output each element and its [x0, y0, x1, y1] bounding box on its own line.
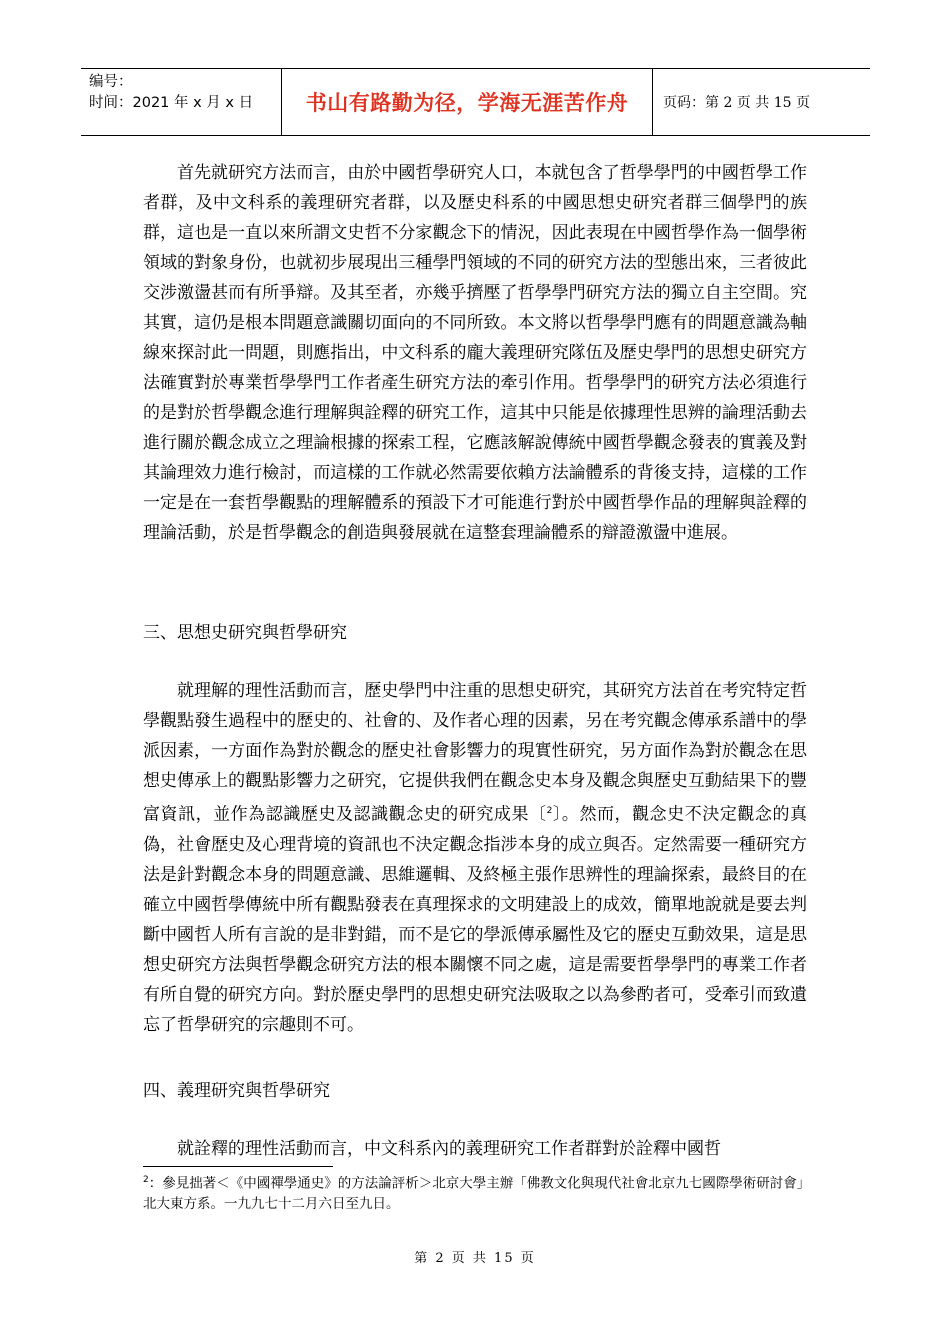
- header-motto: 书山有路勤为径，学海无涯苦作舟: [281, 69, 653, 135]
- document-date-label: 时间：2021 年 x 月 x 日: [89, 95, 254, 111]
- footnote-text: ：參見拙著＜《中國禪學通史》的方法論評析＞北京大學主辦「佛教文化與現代社會北京九七國際學術研討會」北大東方系。一九九七十二月六日至九日。: [143, 1175, 804, 1212]
- footnote-mark: 2: [143, 1175, 149, 1185]
- page-footer: 第 2 页 共 15 页: [414, 1251, 536, 1266]
- footnote-reference[interactable]: 2: [546, 806, 553, 816]
- header-meta-cell: [81, 69, 281, 135]
- page-header-table: [81, 68, 870, 136]
- section-heading-4: 四、義理研究與哲學研究: [143, 1081, 330, 1101]
- footnote: [143, 1170, 807, 1214]
- section-heading-3: 三、思想史研究與哲學研究: [143, 623, 347, 643]
- footnote-separator: [143, 1166, 333, 1167]
- paragraph-text-part-2: 〕。然而，觀念史不決定觀念的真偽，社會歷史及心理背境的資訊也不決定觀念指涉本身的成立與否。定然需要一種研究方法是針對觀念本身的問題意識、思維邏輯、及終極主張作思辨性的理論探索，最終目的在確立中國哲學傳統中所有觀點發表在真理探求的文明建設上的成效，簡單地說就是要去判斷中國哲人所有言說的是非對錯，而不是它的學派傳承屬性及它的歷史互動效果，這是思想史研究方法與哲學觀念研究方法的根本關懷不同之處，這是需要哲學學門的專業工作者有所自覺的研究方向。對於歷史學門的思想史研究法吸取之以為參酌者可，受牽引而致遺忘了哲學研究的宗趣則不可。: [143, 804, 808, 1035]
- paragraph-exegesis: 就詮釋的理性活動而言，中文科系內的義理研究工作者群對於詮釋中國哲: [177, 1139, 721, 1159]
- paragraph-intellectual-history: [143, 676, 807, 1040]
- document-number-label: 编号：: [89, 74, 133, 90]
- paragraph-method: 首先就研究方法而言，由於中國哲學研究人口，本就包含了哲學學門的中國哲學工作者群，及中文科系的義理研究者群，以及歷史科系的中國思想史研究者群三個學門的族群，這也是一直以來所謂文史哲不分家觀念下的情況，因此表現在中國哲學作為一個學術領域的對象身份，也就初步展現出三種學門領域的不同的研究方法的型態出來，三者彼此交涉激盪甚而有所爭辯。及其至者，亦幾乎擠壓了哲學學門研究方法的獨立自主空間。究其實，這仍是根本問題意識關切面向的不同所致。本文將以哲學學門應有的問題意識為軸線來探討此一問題，則應指出，中文科系的龐大義理研究隊伍及歷史學門的思想史研究方法確實對於專業哲學學門工作者產生研究方法的牽引作用。哲學學門的研究方法必須進行的是對於哲學觀念進行理解與詮釋的研究工作，這其中只能是依據理性思辨的論理活動去進行關於觀念成立之理論根據的探索工程，它應該解說傳統中國哲學觀念發表的實義及對其論理效力進行檢討，而這樣的工作就必然需要依賴方法論體系的背後支持，這樣的工作一定是在一套哲學觀點的理解體系的預設下才可能進行對於中國哲學作品的理解與詮釋的理論活動，於是哲學觀念的創造與發展就在這整套理論體系的辯證激盪中進展。: [143, 163, 807, 543]
- paragraph-text-part-1: 就理解的理性活動而言，歷史學門中注重的思想史研究，其研究方法首在考究特定哲學觀點發生過程中的歷史的、社會的、及作者心理的因素，另在考究觀念傳承系譜中的學派因素，一方面作為對於觀念的歷史社會影響力的現實性研究，另方面作為對於觀念在思想史傳承上的觀點影響力之研究，它提供我們在觀念史本身及觀念與歷史互動結果下的豐富資訊，並作為認識歷史及認識觀念史的研究成果〔: [143, 681, 807, 825]
- header-page-info: 页码：第 2 页 共 15 页: [663, 95, 810, 111]
